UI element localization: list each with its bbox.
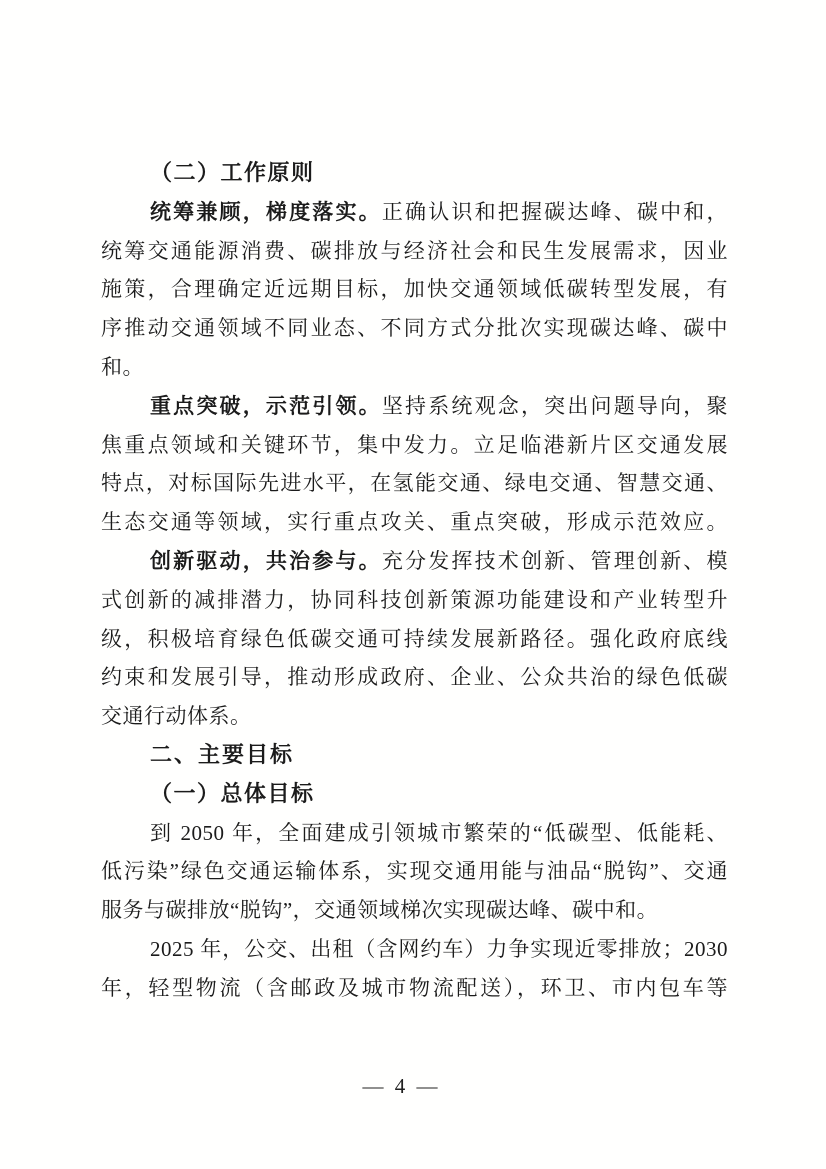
paragraph-line (101, 270, 728, 309)
paragraph-text: 坚持系统观念，突出问题导向，聚 (381, 393, 728, 418)
paragraph-text: 和。 (101, 354, 144, 379)
paragraph-line (101, 852, 728, 891)
paragraph-line (101, 193, 728, 232)
paragraph-text: 生态交通等领域，实行重点攻关、重点突破，形成示范效应。 (101, 510, 728, 535)
paragraph-text: 低污染”绿色交通运输体系，实现交通用能与油品“脱钩”、交通 (101, 859, 728, 884)
paragraph-line (101, 464, 728, 503)
paragraph-text: 充分发挥技术创新、管理创新、模 (381, 548, 728, 573)
paragraph-line (101, 542, 728, 581)
paragraph-text: 约束和发展引导，推动形成政府、企业、公众共治的绿色低碳 (101, 665, 728, 690)
section-heading: （一）总体目标 (150, 780, 315, 806)
paragraph-text: 施策，合理确定近远期目标，加快交通领域低碳转型发展，有 (101, 277, 728, 302)
paragraph-text: 焦重点领域和关键环节，集中发力。立足临港新片区交通发展 (101, 432, 728, 457)
paragraph-text: 统筹交通能源消费、碳排放与经济社会和民生发展需求，因业 (101, 238, 728, 263)
paragraph-text: 序推动交通领域不同业态、不同方式分批次实现碳达峰、碳中 (101, 316, 728, 341)
paragraph-line (101, 969, 728, 1008)
page-number: — 4 — (362, 1074, 441, 1098)
paragraph-text: 特点，对标国际先进水平，在氢能交通、绿电交通、智慧交通、 (101, 471, 728, 496)
paragraph-line (101, 930, 728, 969)
paragraph-line (101, 697, 728, 736)
paragraph-text: 年，轻型物流（含邮政及城市物流配送），环卫、市内包车等 (101, 975, 728, 1000)
paragraph-line (101, 309, 728, 348)
paragraph-text: 式创新的减排潜力，协同科技创新策源功能建设和产业转型升 (101, 587, 728, 612)
paragraph-line (101, 232, 728, 271)
paragraph-text: 级，积极培育绿色低碳交通可持续发展新路径。强化政府底线 (101, 626, 728, 651)
paragraph-text: 正确认识和把握碳达峰、碳中和， (381, 199, 728, 224)
paragraph-lead-bold: 统筹兼顾，梯度落实。 (150, 199, 382, 224)
section-heading: （二）工作原则 (150, 160, 315, 185)
page-footer (0, 1074, 803, 1099)
paragraph-line (101, 348, 728, 387)
paragraph-text: 交通行动体系。 (101, 704, 252, 729)
paragraph-lead-bold: 重点突破，示范引领。 (150, 393, 382, 418)
section-heading: 二、主要目标 (150, 741, 295, 767)
paragraph-line (101, 581, 728, 620)
paragraph-line (101, 503, 728, 542)
paragraph-text: 到 2050 年，全面建成引领城市繁荣的“低碳型、低能耗、 (150, 820, 728, 845)
paragraph-text: 2025 年，公交、出租（含网约车）力争实现近零排放；2030 (150, 936, 728, 961)
document-body (101, 154, 728, 1008)
paragraph-line (101, 387, 728, 426)
paragraph-line (101, 814, 728, 853)
paragraph-line (101, 658, 728, 697)
paragraph-line (101, 891, 728, 930)
paragraph-line (101, 620, 728, 659)
paragraph-text: 服务与碳排放“脱钩”，交通领域梯次实现碳达峰、碳中和。 (101, 898, 659, 923)
paragraph-line (101, 426, 728, 465)
paragraph-lead-bold: 创新驱动，共治参与。 (150, 548, 382, 573)
